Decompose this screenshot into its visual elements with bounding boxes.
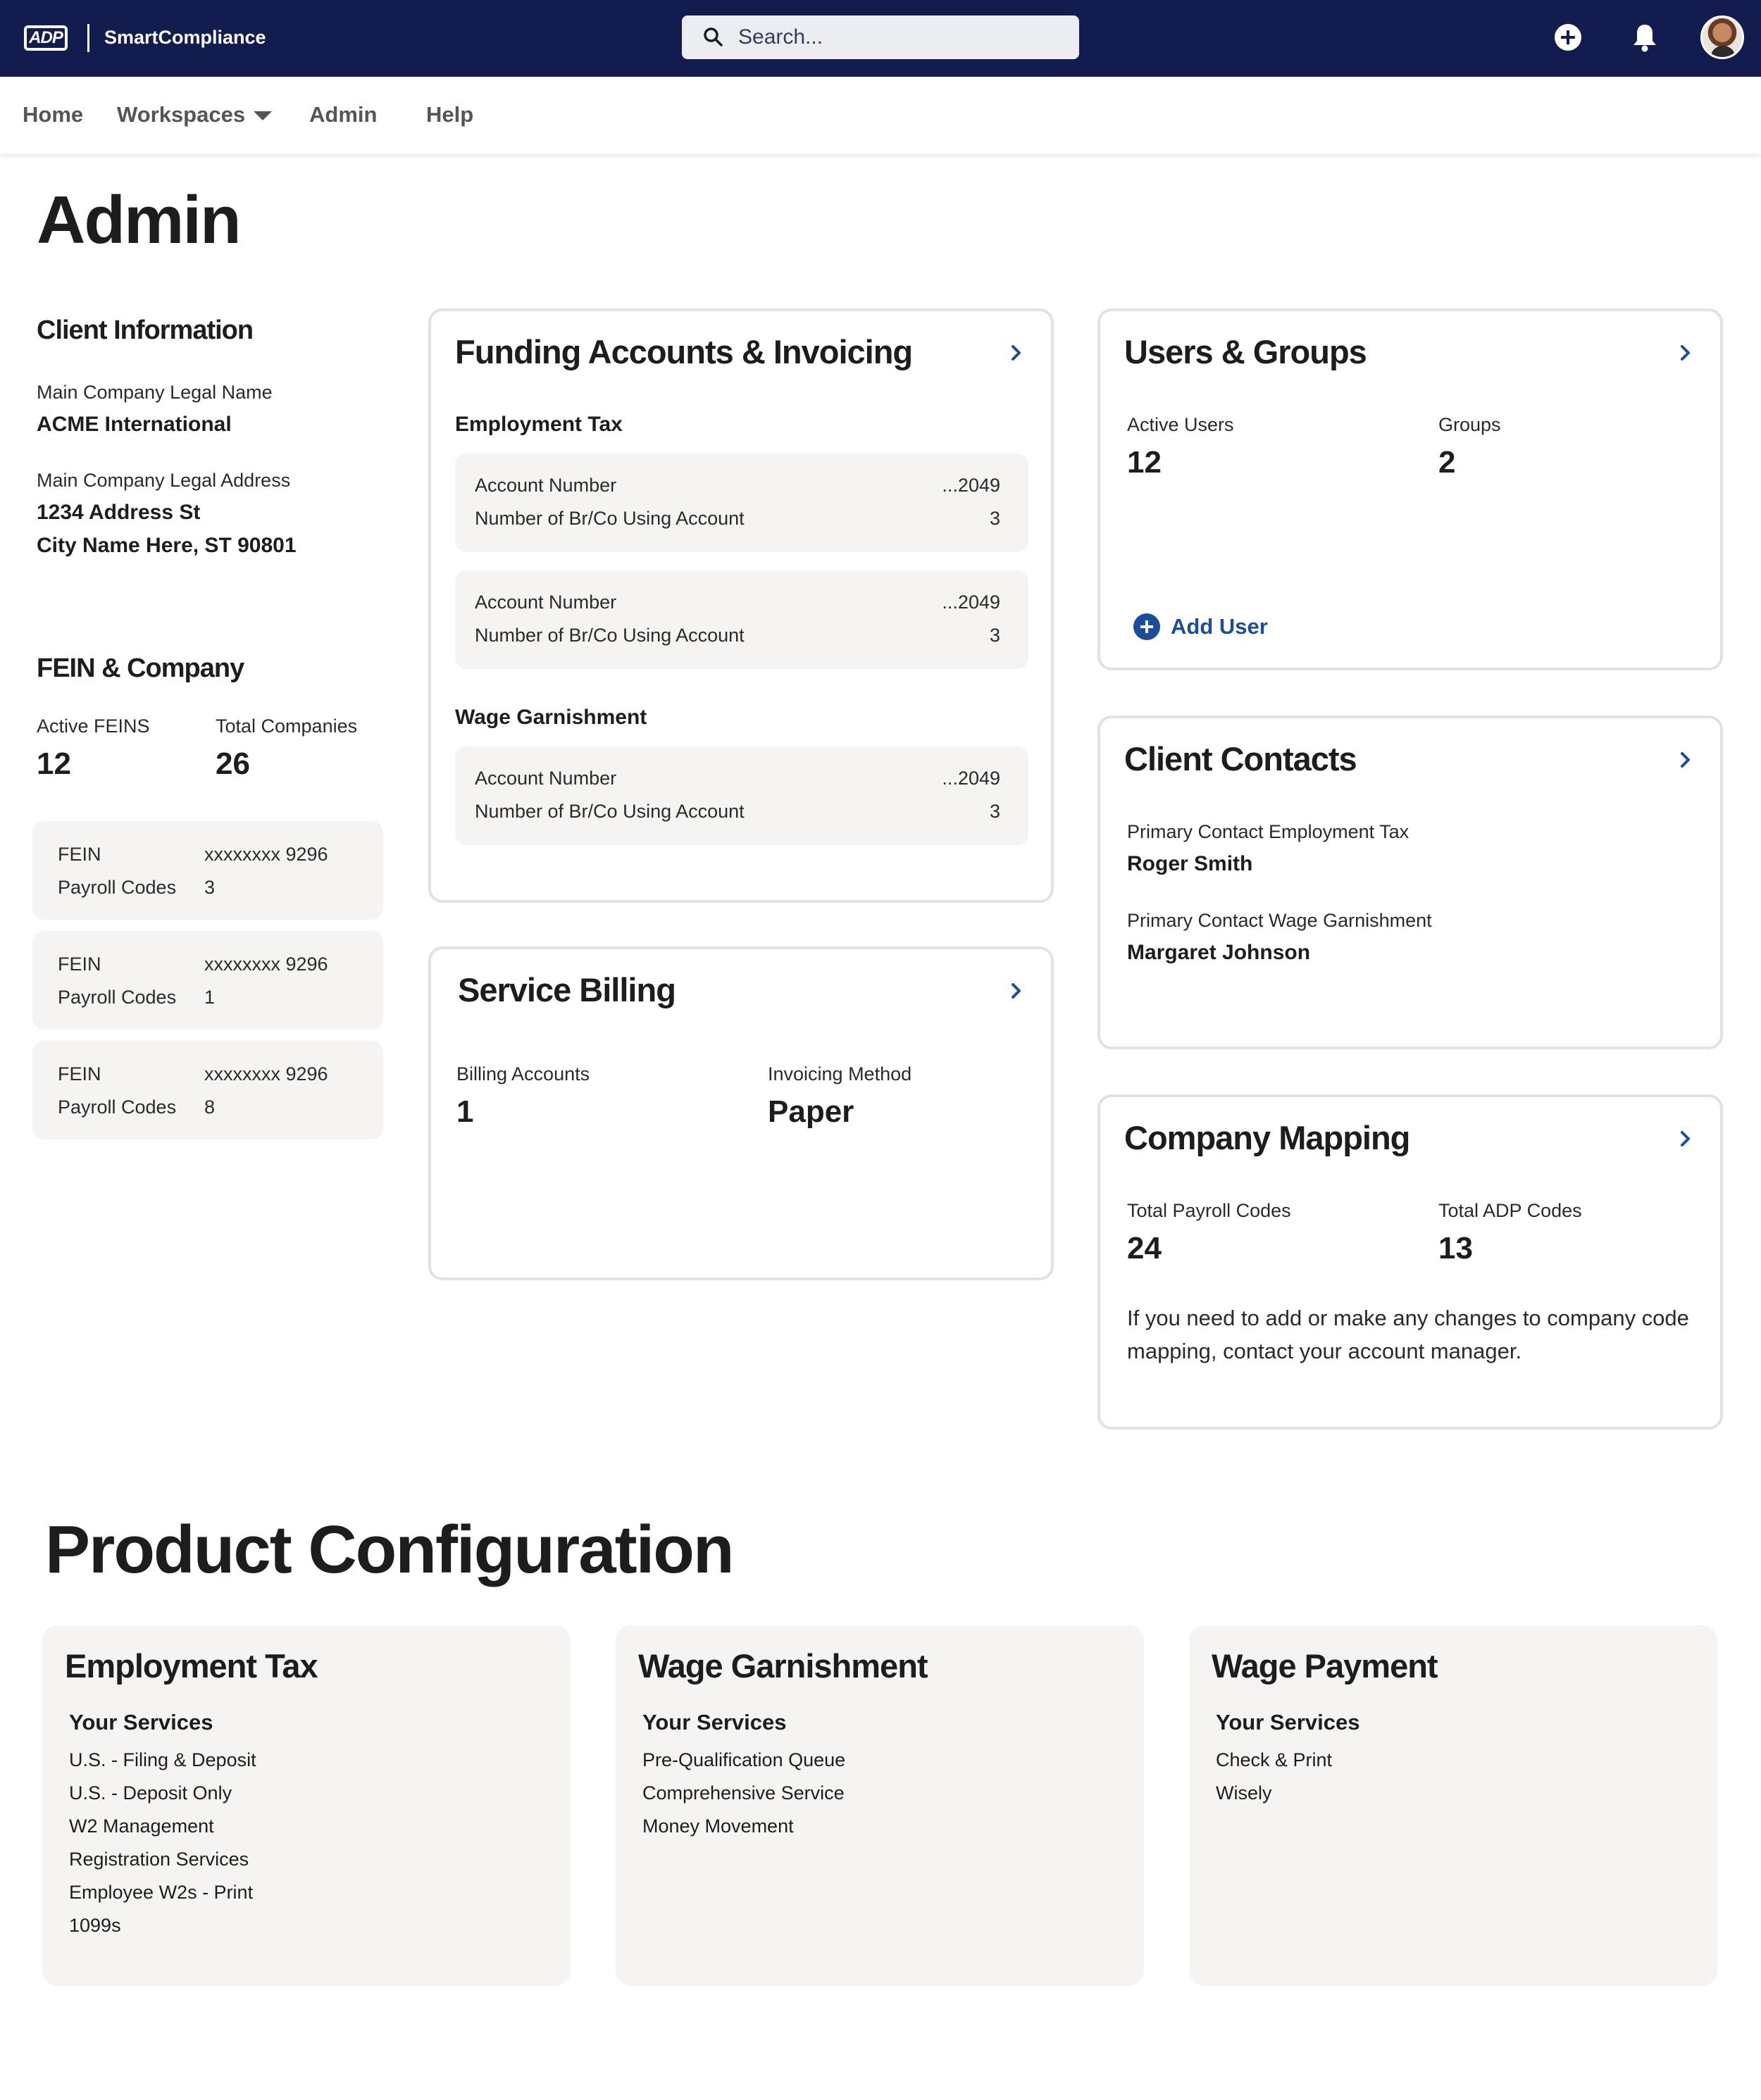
service-item: Wisely (1216, 1782, 1272, 1804)
product-card-title: Employment Tax (65, 1647, 318, 1685)
accounts-using-label: Number of Br/Co Using Account (475, 801, 745, 822)
funding-accounts-title: Funding Accounts & Invoicing (455, 333, 913, 370)
company-mapping-card[interactable] (1097, 1094, 1723, 1430)
service-item: U.S. - Filing & Deposit (69, 1749, 256, 1770)
invoicing-method-value: Paper (768, 1094, 854, 1129)
legal-address-line2: City Name Here, ST 90801 (37, 534, 297, 557)
service-billing-title: Service Billing (458, 971, 676, 1008)
nav-workspaces-label: Workspaces (117, 102, 246, 127)
accounts-using-value: 3 (989, 625, 1000, 646)
legal-name-label: Main Company Legal Name (37, 382, 273, 403)
service-item: Check & Print (1216, 1749, 1333, 1770)
add-circle-icon[interactable] (1552, 22, 1583, 53)
legal-name-value: ACME International (37, 413, 232, 436)
service-item: Registration Services (69, 1849, 249, 1870)
search-input[interactable] (738, 15, 1069, 59)
billing-accounts-value: 1 (456, 1094, 474, 1129)
accounts-using-label: Number of Br/Co Using Account (475, 508, 745, 529)
fein-label: FEIN (58, 844, 101, 865)
add-user-label: Add User (1171, 614, 1268, 639)
nav-admin[interactable]: Admin (309, 102, 378, 127)
search-icon (703, 27, 723, 46)
service-item: Comprehensive Service (642, 1782, 845, 1804)
search-box[interactable] (682, 15, 1079, 59)
nav-home[interactable]: Home (23, 102, 84, 127)
account-number-value: ...2049 (942, 475, 1000, 496)
caret-down-icon (254, 111, 272, 120)
service-item: Employee W2s - Print (69, 1882, 254, 1903)
payroll-codes-label: Payroll Codes (58, 877, 177, 898)
logo-divider (87, 24, 89, 52)
service-item: U.S. - Deposit Only (69, 1782, 232, 1804)
nav-workspaces[interactable] (117, 102, 272, 127)
services-list (642, 1744, 845, 1843)
client-contacts-card[interactable] (1097, 715, 1723, 1049)
service-item: Pre-Qualification Queue (642, 1749, 846, 1770)
bell-icon[interactable] (1629, 22, 1660, 53)
account-number-value: ...2049 (942, 592, 1000, 613)
chevron-right-icon[interactable] (1678, 1127, 1693, 1151)
accounts-using-label: Number of Br/Co Using Account (475, 625, 745, 646)
add-user-button[interactable] (1133, 613, 1268, 641)
top-bar (0, 0, 1761, 77)
your-services-label: Your Services (1216, 1710, 1360, 1735)
account-number-value: ...2049 (942, 768, 1000, 789)
product-card-employment-tax[interactable] (42, 1625, 571, 1986)
accounts-using-value: 3 (989, 508, 1000, 529)
app-name: SmartCompliance (104, 27, 266, 48)
fein-item[interactable] (32, 821, 383, 920)
your-services-label: Your Services (642, 1710, 787, 1735)
primary-contact-wage-value: Margaret Johnson (1127, 941, 1311, 964)
primary-contact-tax-value: Roger Smith (1127, 852, 1253, 875)
payroll-codes-label: Payroll Codes (58, 1096, 177, 1118)
product-card-wage-payment[interactable] (1189, 1625, 1717, 1986)
chevron-right-icon[interactable] (1009, 979, 1024, 1003)
product-card-wage-garnishment[interactable] (616, 1625, 1144, 1986)
fein-value: xxxxxxxx 9296 (204, 954, 328, 975)
avatar[interactable] (1700, 15, 1744, 59)
chevron-right-icon[interactable] (1678, 748, 1693, 772)
your-services-label: Your Services (69, 1710, 213, 1735)
payroll-codes-label: Payroll Codes (58, 987, 177, 1008)
groups-value: 2 (1438, 445, 1456, 480)
legal-address-label: Main Company Legal Address (37, 470, 291, 491)
payroll-codes-value: 3 (204, 877, 216, 898)
company-mapping-title: Company Mapping (1124, 1119, 1410, 1156)
service-billing-card[interactable] (428, 946, 1054, 1280)
employment-tax-label: Employment Tax (455, 413, 623, 436)
product-configuration-title: Product Configuration (45, 1512, 733, 1587)
payroll-codes-value: 1 (204, 987, 216, 1008)
total-companies-value: 26 (216, 746, 250, 781)
add-circle-icon (1133, 613, 1161, 641)
service-item: 1099s (69, 1915, 121, 1936)
client-info-title: Client Information (37, 315, 254, 345)
payroll-codes-label: Total Payroll Codes (1127, 1200, 1291, 1221)
account-row[interactable] (455, 570, 1028, 669)
mapping-note: If you need to add or make any changes to company code mapping, contact your account manager. (1127, 1306, 1689, 1363)
users-groups-card[interactable] (1097, 308, 1723, 670)
legal-address-line1: 1234 Address St (37, 501, 201, 524)
payroll-codes-value: 24 (1127, 1231, 1162, 1265)
wage-garnishment-label: Wage Garnishment (455, 706, 647, 729)
fein-item[interactable] (32, 931, 383, 1030)
active-feins-value: 12 (37, 746, 71, 781)
fein-label: FEIN (58, 954, 101, 975)
adp-codes-value: 13 (1438, 1231, 1473, 1265)
users-groups-title: Users & Groups (1124, 333, 1367, 370)
funding-accounts-card[interactable] (428, 308, 1054, 903)
chevron-right-icon[interactable] (1009, 341, 1024, 365)
services-list (69, 1744, 256, 1942)
invoicing-method-label: Invoicing Method (768, 1063, 912, 1085)
account-number-label: Account Number (475, 768, 617, 789)
client-contacts-title: Client Contacts (1124, 740, 1357, 777)
service-item: Money Movement (642, 1815, 794, 1837)
product-card-title: Wage Garnishment (638, 1647, 928, 1685)
fein-item[interactable] (32, 1041, 383, 1139)
nav-help[interactable]: Help (426, 102, 474, 127)
account-row[interactable] (455, 454, 1028, 552)
primary-contact-wage-label: Primary Contact Wage Garnishment (1127, 910, 1432, 931)
services-list (1216, 1744, 1332, 1810)
service-item: W2 Management (69, 1815, 214, 1837)
adp-codes-label: Total ADP Codes (1438, 1200, 1582, 1221)
fein-label: FEIN (58, 1063, 101, 1085)
payroll-codes-value: 8 (204, 1096, 216, 1118)
primary-contact-tax-label: Primary Contact Employment Tax (1127, 821, 1410, 842)
main-nav (0, 77, 1761, 154)
active-users-value: 12 (1127, 445, 1162, 480)
account-number-label: Account Number (475, 475, 617, 496)
total-companies-label: Total Companies (216, 715, 358, 737)
fein-value: xxxxxxxx 9296 (204, 1063, 328, 1085)
chevron-right-icon[interactable] (1678, 341, 1693, 365)
fein-value: xxxxxxxx 9296 (204, 844, 328, 865)
accounts-using-value: 3 (989, 801, 1000, 822)
account-number-label: Account Number (475, 592, 617, 613)
adp-logo[interactable]: ADP (24, 25, 68, 51)
account-row[interactable] (455, 746, 1028, 845)
billing-accounts-label: Billing Accounts (456, 1063, 590, 1085)
page-title: Admin (37, 182, 240, 258)
active-users-label: Active Users (1127, 414, 1234, 435)
groups-label: Groups (1438, 414, 1501, 435)
active-feins-label: Active FEINS (37, 715, 150, 737)
product-card-title: Wage Payment (1212, 1647, 1438, 1685)
fein-company-title: FEIN & Company (37, 654, 244, 683)
